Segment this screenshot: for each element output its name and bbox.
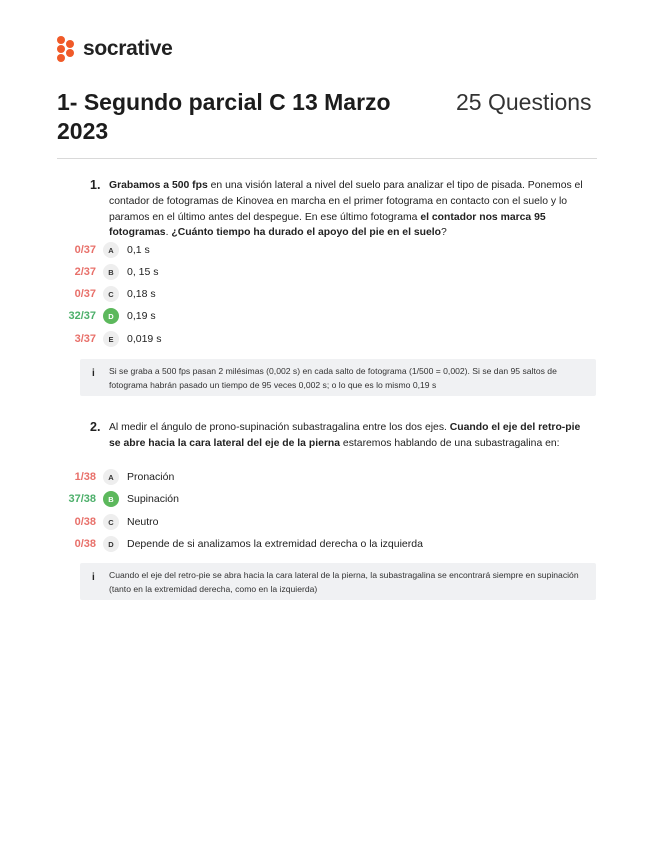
answer-text: Neutro bbox=[127, 516, 159, 528]
quiz-title: 1- Segundo parcial C 13 Marzo 2023 bbox=[57, 89, 391, 144]
answer-option bbox=[0, 241, 654, 259]
info-icon: i bbox=[92, 368, 95, 379]
answer-option bbox=[0, 285, 654, 303]
question-text-run: . bbox=[165, 227, 172, 239]
answer-text: 0,19 s bbox=[127, 310, 156, 322]
answer-score: 0/37 bbox=[74, 244, 96, 256]
answer-option bbox=[0, 535, 654, 553]
question-text-run: en una visión lateral a nivel del suelo para analizar el tipo de pisada. Ponemos el contador de fotogramas de Kinovea en marcha en el primer fotograma en contacto con el suelo y lo paramos en el último antes del despegue. En ese último fotograma bbox=[109, 180, 583, 223]
answer-option bbox=[0, 330, 654, 348]
question-text-run: estaremos hablando de una subastragalina en: bbox=[340, 437, 560, 449]
question-text bbox=[109, 178, 589, 241]
question-text-run: el contador nos marca 95 fotogramas bbox=[109, 211, 546, 239]
answer-score: 2/37 bbox=[74, 266, 96, 278]
answer-score: 32/37 bbox=[68, 310, 96, 322]
brand-name: socrative bbox=[83, 37, 173, 60]
answer-score: 0/38 bbox=[74, 538, 96, 550]
header-divider bbox=[57, 158, 597, 159]
answer-option-correct bbox=[0, 307, 654, 325]
question-text-run: Grabamos a 500 fps bbox=[109, 180, 208, 191]
socrative-logo bbox=[57, 36, 173, 62]
answer-text: 0, 15 s bbox=[127, 266, 159, 278]
question-text-run: Cuando el eje del retro-pie se abre hacia la cara lateral del eje de la pierna bbox=[109, 422, 581, 449]
answer-option bbox=[0, 468, 654, 486]
answer-text: 0,1 s bbox=[127, 244, 150, 256]
question-number: 2. bbox=[90, 420, 101, 434]
answer-letter: B bbox=[103, 491, 119, 507]
answer-letter: D bbox=[103, 308, 119, 324]
answer-score: 0/38 bbox=[74, 516, 96, 528]
answer-text: Pronación bbox=[127, 471, 175, 483]
question-text-run: ¿Cuánto tiempo ha durado el apoyo del pie en el suelo bbox=[171, 227, 441, 239]
answer-option bbox=[0, 513, 654, 531]
answer-letter: B bbox=[103, 264, 119, 280]
explanation-panel bbox=[80, 359, 596, 396]
answer-text: Supinación bbox=[127, 493, 179, 505]
answer-text: 0,019 s bbox=[127, 333, 162, 345]
answer-text: Depende de si analizamos la extremidad derecha o la izquierda bbox=[127, 538, 423, 550]
answer-option-correct bbox=[0, 490, 654, 508]
answer-letter: C bbox=[103, 514, 119, 530]
answer-letter: E bbox=[103, 331, 119, 347]
question-number: 1. bbox=[90, 178, 101, 192]
socrative-logo-icon bbox=[57, 36, 79, 62]
answer-score: 37/38 bbox=[68, 493, 96, 505]
explanation-panel bbox=[80, 563, 596, 600]
answer-letter: A bbox=[103, 242, 119, 258]
question-text-run: Al medir el ángulo de prono-supinación subastragalina entre los dos ejes. bbox=[109, 422, 450, 433]
question-count: 25 Questions bbox=[456, 89, 592, 115]
answer-score: 0/37 bbox=[74, 288, 96, 300]
explanation-text: Si se graba a 500 fps pasan 2 milésimas (0,002 s) en cada salto de fotograma (1/500 = 0,002). Si se dan 95 saltos de fotograma habrán pasado un tiempo de 95 veces 0,002 s; o lo que es lo mismo 0,19 s bbox=[109, 366, 557, 390]
question-text bbox=[109, 420, 589, 452]
question-text-run: ? bbox=[441, 227, 447, 239]
answer-score: 3/37 bbox=[74, 333, 96, 345]
answer-score: 1/38 bbox=[74, 471, 96, 483]
answer-letter: C bbox=[103, 286, 119, 302]
info-icon: i bbox=[92, 572, 95, 583]
explanation-text: Cuando el eje del retro-pie se abra hacia la cara lateral de la pierna, la subastragalina se encontrará siempre en supinación (tanto en la extremidad derecha, como en la izquierda) bbox=[109, 570, 579, 594]
answer-option bbox=[0, 263, 654, 281]
answer-letter: A bbox=[103, 469, 119, 485]
answer-text: 0,18 s bbox=[127, 288, 156, 300]
answer-letter: D bbox=[103, 536, 119, 552]
